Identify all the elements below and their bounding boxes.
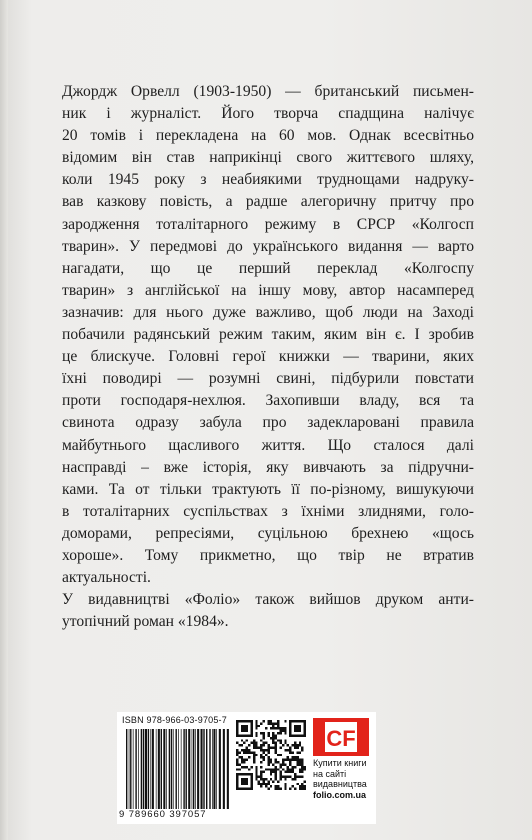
svg-text:CF: CF xyxy=(326,726,356,751)
publisher-promo xyxy=(313,758,375,800)
text-line: 20 томів і перекладена на 60 мов. Однак всесвітньо xyxy=(62,127,474,145)
text-line: це блискуче. Головні герої книжки — тварини, яких xyxy=(62,348,474,366)
text-line: тварин» з англійської на іншу мову, автор насамперед xyxy=(62,281,474,299)
text-line: їхні поводирі — розумні свині, підбурили повстати xyxy=(62,370,474,388)
text-line: Джордж Орвелл (1903-1950) — британський письмен- xyxy=(62,83,474,100)
text-line: насправді – вже історія, яку вивчають за підручни- xyxy=(62,458,474,476)
publisher-site-link[interactable]: folio.com.ua xyxy=(313,789,367,800)
text-line: нагадати, що це перший переклад «Колгоспу xyxy=(62,259,474,277)
text-line: майбутнього щасливого життя. Що сталося далі xyxy=(62,436,474,454)
text-line: свинота одразу забула про задекларовані правила xyxy=(62,414,474,432)
text-line: ник і журналіст. Його творча спадщина налічує xyxy=(62,105,474,123)
text-line: побачили радянський режим таким, яким він є. І зробив xyxy=(62,326,474,344)
text-line: проти господаря-нехлюя. Захопивши владу, вся та xyxy=(62,392,474,410)
spine-edge xyxy=(0,0,8,840)
text-line: зазначив: для нього дуже важливо, щоб люди на Заході xyxy=(62,303,474,321)
isbn-block xyxy=(117,712,376,824)
text-line: в тоталітарних суспільствах з їхніми злиднями, голо- xyxy=(62,502,474,520)
text-line: тварин». У передмові до українського видання — варто xyxy=(62,237,474,255)
barcode-digits: 9 789660 397057 xyxy=(119,809,207,820)
annotation-text xyxy=(62,81,474,633)
publisher-logo xyxy=(313,718,369,756)
text-line: ками. Та от тільки трактують її по-різному, вишукуючи xyxy=(62,480,474,498)
text-line: хороше». Тому прикметно, що твір не втратив xyxy=(62,546,474,564)
barcode xyxy=(123,729,231,809)
text-line: У видавництві «Фоліо» також вийшов друком анти- xyxy=(62,591,474,609)
text-line: утопічний роман «1984». xyxy=(62,613,229,631)
isbn-label: ISBN 978-966-03-9705-7 xyxy=(122,715,227,725)
text-line: відомим він став наприкінці свого життєвого шляху, xyxy=(62,149,474,167)
annotation-paragraph xyxy=(62,589,474,633)
promo-line: на сайті xyxy=(313,768,347,779)
promo-line: видавництва xyxy=(313,779,367,789)
promo-line: Купити книги xyxy=(313,758,367,768)
qr-code[interactable] xyxy=(236,720,306,790)
text-line: доморами, репресіями, суцільною брехнею «щось xyxy=(62,524,474,542)
annotation-paragraph xyxy=(62,81,474,589)
text-line: вав казкову повість, а радше алегоричну притчу про xyxy=(62,193,474,211)
text-line: актуальності. xyxy=(62,569,151,587)
text-line: коли 1945 року з неабиякими труднощами надруку- xyxy=(62,171,474,189)
text-line: зародження тоталітарного режиму в СРСР «Колгосп xyxy=(62,215,474,233)
